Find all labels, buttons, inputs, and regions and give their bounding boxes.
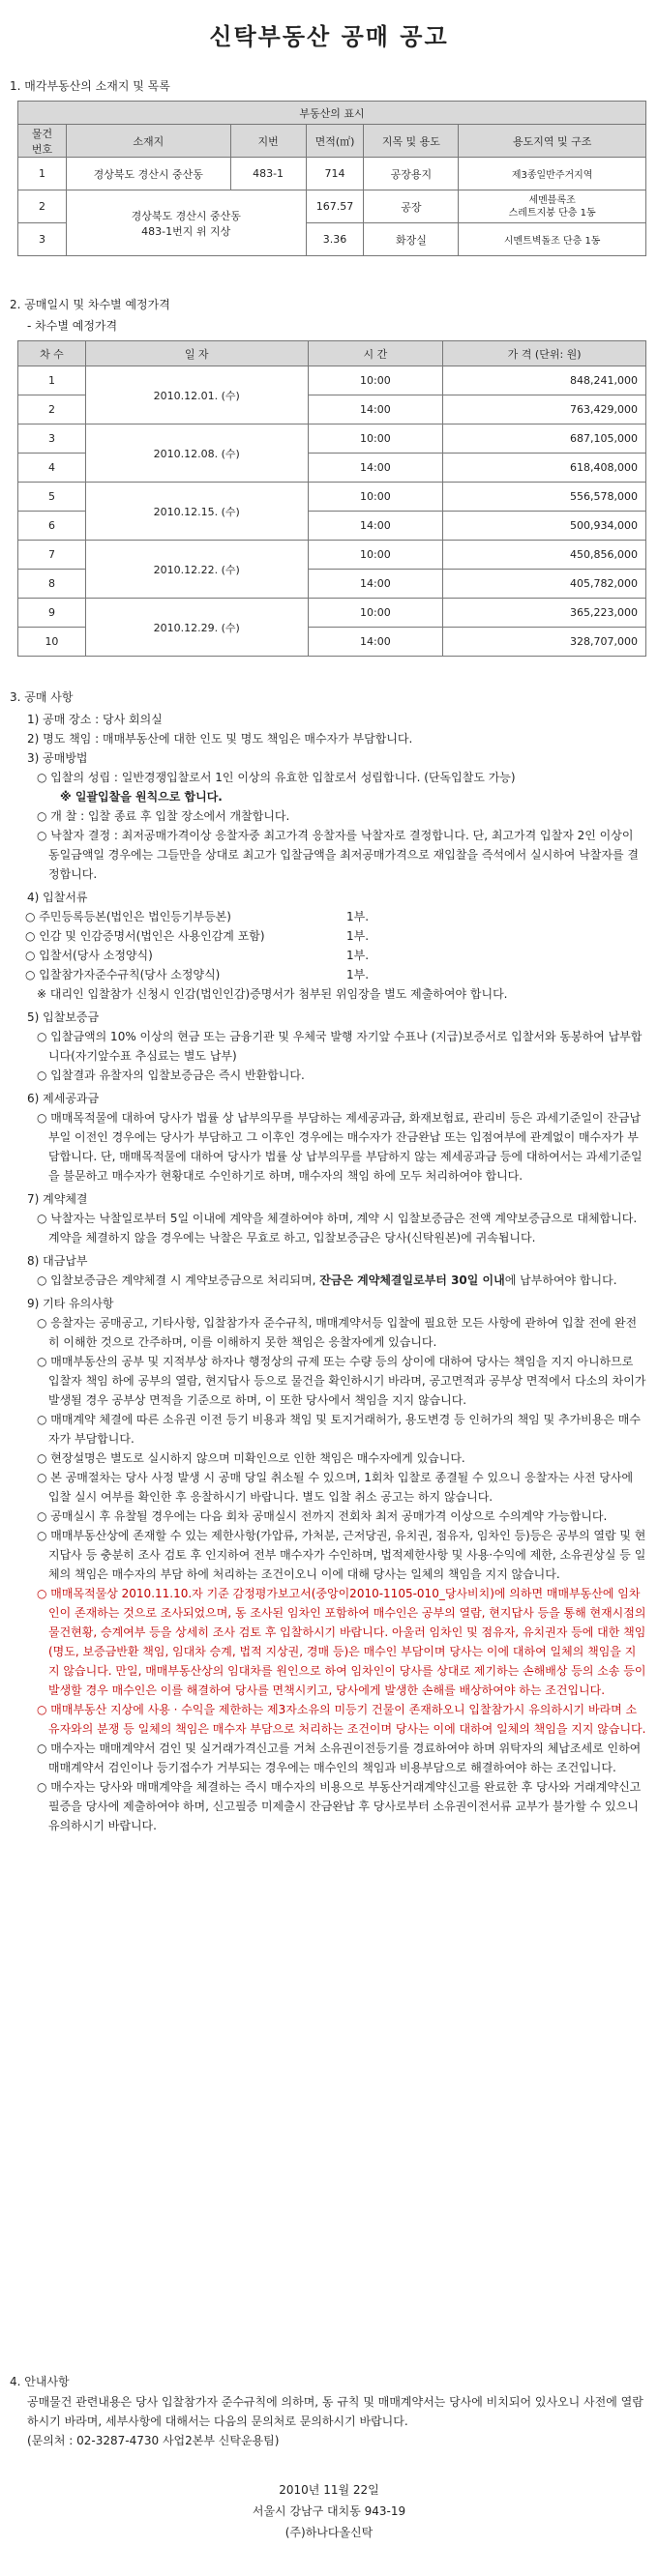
note-item-warning: ○ 매매목적물상 2010.11.10.자 기준 감정평가보고서(중앙이2010-1105-010_당사비치)에 의하면 매매부동산에 임차인이 존재하는 것으로 조사되었으며, 동 조사된 임차인 포함하여 매수인은 공부의 열람, 현지답사 등을 통해 현재시점의 물건현황, 승계여부 등을 상세히 조사 검토 후 입찰하시기 바랍니다. 아울러 임차인 및 점유자, 유치권자 등에 대한 책임(명도, 보증금반환 책임, 임대차 승계, 법적 지상권, 경매 등)은 매수인 부담이며 당사는 이에 대하여 일체의 책임을 지지 않습니다. 만일, 매매부동산상의 임대차를 원인으로 하여 임차인이 당사를 상대로 제기하는 손해배상 등의 소송 등이 발생할 경우 매수인은 이를 해결하여 당사를 면책시키고, 당사에게 발생한 손해를 배상하여야 하는 조건입니다. <box>37 1587 646 1697</box>
doc-item <box>17 907 646 926</box>
doc-qty: 1부. <box>346 929 370 943</box>
cell: 시멘트벽돌조 단층 1동 <box>459 223 646 256</box>
item-venue: 1) 공매 장소 : 당사 회의실 <box>27 713 163 726</box>
col-header: 가 격 (단위: 원) <box>443 341 646 366</box>
cell: 848,241,000 <box>443 366 646 395</box>
doc-name: ○ 입찰서(당사 소정양식) <box>25 949 153 962</box>
cell: 제3종일반주거지역 <box>459 158 646 190</box>
cell: 2 <box>18 395 86 424</box>
section-4-heading: 4. 안내사항 <box>10 2375 70 2388</box>
section-3-heading: 3. 공매 사항 <box>10 690 74 704</box>
schedule-table-header <box>18 341 646 366</box>
col-header: 차 수 <box>18 341 86 366</box>
payment-deadline: 잔금은 계약체결일로부터 30일 이내 <box>319 1273 505 1287</box>
note-item: ○ 응찰자는 공매공고, 기타사항, 입찰참가자 준수규칙, 매매계약서등 입찰에 필요한 모든 사항에 관하여 입찰 전에 완전히 이해한 것으로 간주하며, 이를 이해하지 못한 책임은 응찰자에게 있습니다. <box>37 1316 638 1349</box>
cell: 450,856,000 <box>443 541 646 570</box>
cell: 8 <box>18 570 86 599</box>
table-row <box>18 541 646 570</box>
payment-rule <box>17 1271 646 1290</box>
item-method: 3) 공매방법 <box>27 751 88 765</box>
item-contract: 7) 계약체결 <box>27 1192 88 1206</box>
cell: 공장 <box>364 190 459 223</box>
note-item: ○ 매매부동산의 공부 및 지적부상 하자나 행정상의 규제 또는 수량 등의 상이에 대하여 당사는 책임을 지지 아니하므로 입찰자 책임 하에 공부의 열람, 현지답사 등으로 물건을 확인하시기 바라며, 공고면적과 공부상 면적에서 다소의 차이가 발생될 경우 공부상 면적을 기준으로 하며, 이 또한 당사에서 책임을 지지 않습니다. <box>37 1355 646 1407</box>
cell: 2010.12.08. (수) <box>85 424 308 483</box>
cell: 화장실 <box>364 223 459 256</box>
cell: 618,408,000 <box>443 454 646 483</box>
cell: 10:00 <box>308 599 443 628</box>
table-row <box>18 424 646 454</box>
table-row <box>18 190 646 223</box>
property-table-title: 부동산의 표시 <box>18 102 646 125</box>
cell: 405,782,000 <box>443 570 646 599</box>
method-bulk-note: ※ 일괄입찰을 원칙으로 합니다. <box>60 790 223 804</box>
cell: 2010.12.15. (수) <box>85 483 308 541</box>
taxes-rule: ○ 매매목적물에 대하여 당사가 법률 상 납부의무를 부담하는 제세공과금, 화재보험료, 관리비 등은 과세기준일이 잔금납부일 이전인 경우에는 당사가 부담하고 그 이후인 경우에는 매수자가 잔금완납 또는 입점여부에 관계없이 매수자가 부담합니다. 단, 매매목적물에 대하여 당사가 법률 상 납부의무를 부담하지 않는 제세공과금 등에 대하여서는 과세기준일을 불문하고 매수자가 현황대로 수인하기로 하며, 매수자의 책임 하에 모두 처리하여야 합니다. <box>37 1111 643 1183</box>
section-2-heading: 2. 공매일시 및 차수별 예정가격 <box>10 298 170 311</box>
col-header: 시 간 <box>308 341 443 366</box>
page-title: 신탁부동산 공매 공고 <box>209 23 449 50</box>
cell: 14:00 <box>308 454 443 483</box>
payment-text: 에 납부하여야 합니다. <box>504 1273 617 1287</box>
cell: 4 <box>18 454 86 483</box>
footer-company: (주)하나다올신탁 <box>284 2526 374 2539</box>
footer-date: 2010년 11월 22일 <box>279 2483 379 2497</box>
info-paragraph: 공매물건 관련내용은 당사 입찰참가자 준수규칙에 의하며, 동 규칙 및 매매계약서는 당사에 비치되어 있사오니 사전에 열람하시기 바라며, 세부사항에 대해서는 다음의 문의처로 문의하시기 바랍니다. <box>27 2395 643 2428</box>
footer-address: 서울시 강남구 대치동 943-19 <box>252 2504 406 2518</box>
col-header: 지목 및 용도 <box>364 125 459 158</box>
contract-rule: ○ 낙찰자는 낙찰일로부터 5일 이내에 계약을 체결하여야 하며, 계약 시 입찰보증금은 전액 계약보증금으로 대체합니다. 계약을 체결하지 않을 경우에는 낙찰은 무효로 하고, 입찰보증금은 당사(신탁원본)에 귀속됩니다. <box>37 1212 638 1244</box>
doc-name: ○ 인감 및 인감증명서(법인은 사용인감계 포함) <box>25 929 265 943</box>
note-item: ○ 매매부동산상에 존재할 수 있는 제한사항(가압류, 가처분, 근저당권, 유치권, 점유자, 임차인 등)등은 공부의 열람 및 현지답사 등 충분히 조사 검토 후 인지하여 전부 매수자가 수인하며, 법적제한사항 및 사용·수익에 제한, 소유권상실 등 일체의 책임은 매수자의 부담 하에 처리하는 조건이오니 이에 대해 당사는 일체의 책임을 지지 않습니다. <box>37 1529 646 1581</box>
cell: 2010.12.29. (수) <box>85 599 308 657</box>
col-header: 용도지역 및 구조 <box>459 125 646 158</box>
cell: 경상북도 경산시 중산동 <box>66 158 230 190</box>
doc-qty: 1부. <box>346 949 370 962</box>
table-row <box>18 599 646 628</box>
method-opening: ○ 개 찰 : 입찰 종료 후 입찰 장소에서 개찰합니다. <box>37 809 290 823</box>
doc-item <box>17 926 646 946</box>
cell: 14:00 <box>308 395 443 424</box>
item-taxes: 6) 제세공과금 <box>27 1092 100 1105</box>
cell: 556,578,000 <box>443 483 646 512</box>
cell: 7 <box>18 541 86 570</box>
cell: 경상북도 경산시 중산동 483-1번지 위 지상 <box>66 190 306 256</box>
cell: 3 <box>18 424 86 454</box>
deposit-rule: ○ 입찰금액의 10% 이상의 현금 또는 금융기관 및 우체국 발행 자기앞 수표나 (지급)보증서로 입찰서와 동봉하여 납부합니다(자기앞수표 추심료는 별도 납부) <box>37 1030 643 1063</box>
deposit-refund: ○ 입찰결과 유찰자의 입찰보증금은 즉시 반환합니다. <box>37 1068 305 1082</box>
col-header: 면적(㎡) <box>306 125 364 158</box>
contact-info: (문의처 : 02-3287-4730 사업2본부 신탁운용팀) <box>27 2434 280 2447</box>
note-item: ○ 매수자는 매매계약서 검인 및 실거래가격신고를 거쳐 소유권이전등기를 경료하여야 하며 위탁자의 체납조세로 인하여 매매계약서 검인이나 등기접수가 거부되는 경우에는 매수인의 책임과 비용부담으로 해결하여야 하는 조건입니다. <box>37 1742 642 1774</box>
cell: 10 <box>18 628 86 657</box>
cell: 14:00 <box>308 570 443 599</box>
cell: 167.57 <box>306 190 364 223</box>
cell: 14:00 <box>308 512 443 541</box>
payment-text: ○ 입찰보증금은 계약체결 시 계약보증금으로 처리되며, <box>37 1273 320 1287</box>
cell: 10:00 <box>308 424 443 454</box>
section-2-subheading: - 차수별 예정가격 <box>27 319 118 333</box>
cell: 1 <box>18 366 86 395</box>
cell: 9 <box>18 599 86 628</box>
doc-qty: 1부. <box>346 910 370 923</box>
cell: 3.36 <box>306 223 364 256</box>
cell: 1 <box>18 158 67 190</box>
property-table-header <box>18 125 646 158</box>
doc-name: ○ 입찰참가자준수규칙(당사 소정양식) <box>25 968 221 981</box>
doc-qty: 1부. <box>346 968 370 981</box>
table-row <box>18 366 646 395</box>
cell: 2010.12.22. (수) <box>85 541 308 599</box>
cell: 500,934,000 <box>443 512 646 541</box>
col-header: 지번 <box>230 125 306 158</box>
cell: 483-1 <box>230 158 306 190</box>
col-header: 물건 번호 <box>18 125 67 158</box>
cell: 10:00 <box>308 366 443 395</box>
note-item: ○ 현장설명은 별도로 실시하지 않으며 미확인으로 인한 책임은 매수자에게 있습니다. <box>37 1451 465 1465</box>
cell: 2 <box>18 190 67 223</box>
cell: 365,223,000 <box>443 599 646 628</box>
note-item-warning: ○ 매매부동산 지상에 사용 · 수익을 제한하는 제3자소유의 미등기 건물이 존재하오니 입찰참가시 유의하시기 바라며 소유자와의 분쟁 등 일체의 책임은 매수자 부담으로 처리하는 조건이며 당사는 이에 대하여 일체의 책임을 지지 않습니다. <box>37 1703 646 1736</box>
cell: 공장용지 <box>364 158 459 190</box>
cell: 2010.12.01. (수) <box>85 366 308 424</box>
schedule-table <box>17 340 646 657</box>
doc-proxy-note: ※ 대리인 입찰참가 신청시 인감(법인인감)증명서가 첨부된 위임장을 별도 제출하여야 합니다. <box>37 987 508 1001</box>
doc-item <box>17 946 646 965</box>
col-header: 소재지 <box>66 125 230 158</box>
item-deposit: 5) 입찰보증금 <box>27 1010 100 1024</box>
doc-item <box>17 965 646 984</box>
doc-name: ○ 주민등록등본(법인은 법인등기부등본) <box>25 910 231 923</box>
table-row <box>18 158 646 190</box>
item-documents: 4) 입찰서류 <box>27 891 88 904</box>
cell: 3 <box>18 223 67 256</box>
cell: 763,429,000 <box>443 395 646 424</box>
cell: 5 <box>18 483 86 512</box>
cell: 14:00 <box>308 628 443 657</box>
table-row <box>18 483 646 512</box>
cell: 6 <box>18 512 86 541</box>
cell: 714 <box>306 158 364 190</box>
cell: 10:00 <box>308 541 443 570</box>
section-1-heading: 1. 매각부동산의 소재지 및 목록 <box>10 79 170 93</box>
method-formation: ○ 입찰의 성립 : 일반경쟁입찰로서 1인 이상의 유효한 입찰로서 성립합니다. (단독입찰도 가능) <box>37 771 516 784</box>
cell: 687,105,000 <box>443 424 646 454</box>
item-notes: 9) 기타 유의사항 <box>27 1297 114 1310</box>
col-header: 일 자 <box>85 341 308 366</box>
note-item: ○ 본 공매절차는 당사 사정 발생 시 공매 당일 취소될 수 있으며, 1회차 입찰로 종결될 수 있으니 응찰자는 사전 당사에 입찰 실시 여부를 확인한 후 응찰하시기 바랍니다. 별도 입찰 취소 공고는 하지 않습니다. <box>37 1471 634 1504</box>
cell: 10:00 <box>308 483 443 512</box>
property-table <box>17 101 646 256</box>
cell: 세멘블록조 스레트지붕 단층 1동 <box>459 190 646 223</box>
note-item: ○ 매매계약 체결에 따른 소유권 이전 등기 비용과 책임 및 토지거래허가, 용도변경 등 인허가의 책임 및 추가비용은 매수자가 부담합니다. <box>37 1413 641 1446</box>
cell: 328,707,000 <box>443 628 646 657</box>
note-item: ○ 공매실시 후 유찰될 경우에는 다음 회차 공매실시 전까지 전회차 최저 공매가격 이상으로 수의계약 가능합니다. <box>37 1509 608 1523</box>
section-4-body <box>27 2392 646 2450</box>
item-delivery: 2) 명도 책임 : 매매부동산에 대한 인도 및 명도 책임은 매수자가 부담합니다. <box>27 732 413 746</box>
note-item: ○ 매수자는 당사와 매매계약을 체결하는 즉시 매수자의 비용으로 부동산거래계약신고를 완료한 후 당사와 거래계약신고필증을 당사에 제출하여야 하며, 신고필증 미제출시 잔금완납 후 당사로부터 소유권이전서류 교부가 불가할 수 있으니 유의하시기 바랍니다. <box>37 1780 642 1832</box>
method-winner: ○ 낙찰자 결정 : 최저공매가격이상 응찰자중 최고가격 응찰자를 낙찰자로 결정합니다. 단, 최고가격 입찰자 2인 이상이 동일금액일 경우에는 그들만을 상대로 최고가 입찰금액을 최저공매가격으로 재입찰을 즉석에서 실시하여 낙찰자를 결정합니다. <box>37 829 639 881</box>
section-3-body <box>17 710 646 1835</box>
item-payment: 8) 대금납부 <box>27 1254 88 1268</box>
